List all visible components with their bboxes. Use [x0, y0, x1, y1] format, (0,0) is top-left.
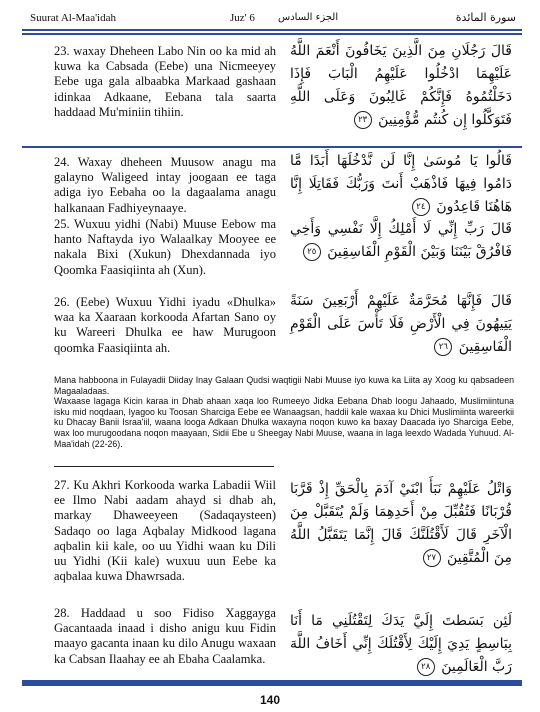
ayah-number-marker: ٢٦ — [434, 338, 452, 356]
note-divider — [54, 466, 274, 467]
surah-title-latin: Suurat Al-Maa'idah — [30, 12, 116, 24]
verse-25-arabic — [290, 218, 512, 264]
verse-divider — [22, 146, 522, 148]
verse-24-arabic — [290, 150, 512, 219]
arabic-text: قَالُوا يَا مُوسَىٰ إِنَّا لَن نَّدْخُلَهَا أَبَدًا مَّا دَامُوا فِيهَا فَاذْهَبْ أَنتَ وَرَبُّكَ فَقَاتِلَا إِنَّا هَاهُنَا قَاعِدُونَ — [290, 153, 512, 215]
arabic-text: قَالَ فَإِنَّهَا مُحَرَّمَةٌ عَلَيْهِمْ أَرْبَعِينَ سَنَةً يَتِيهُونَ فِي الْأَرْضِ فَلَا تَأْسَ عَلَى الْقَوْمِ الْفَاسِقِينَ — [290, 293, 512, 355]
page-header — [30, 10, 516, 26]
verse-27-translation: 27. Ku Akhri Korkooda warka Labadii Wiil ee Ilmo Nabi aadam ahayd si dhab ah, markay Dhaweeyeen (Sadaqaysteen) Sadaqo oo laga Aqbalay Midkood lagana aqbalin kii kale, oo uu Yidhi waan ku Dili uu Yidhi (Kii kale) wuxuu uun Eebe ka aqbalaa kuwa Dhawrsada. — [54, 478, 276, 584]
verse-24-translation: 24. Waxay dheheen Muusow anagu ma galayno Waligeed intay joogaan ee taga adiga iyo Eebaha oo la dagaalama anagu halkanaan Fadhiyeynaaye. — [54, 155, 276, 215]
verse-26-translation: 26. (Eebe) Wuxuu Yidhi iyadu «Dhulka» waa ka Xaaraan korkooda Afartan Sano oy ku Wareeri Dhulka ee haw Murugoon qoomka Faasiqiinta ah. — [54, 295, 276, 355]
arabic-text: قَالَ رَبِّ إِنِّي لَا أَمْلِكُ إِلَّا نَفْسِي وَأَخِي فَافْرُقْ بَيْنَنَا وَبَيْنَ الْقَوْمِ الْفَاسِقِينَ — [290, 221, 512, 260]
verse-25-translation: 25. Wuxuu yidhi (Nabi) Muuse Eebow ma hanto Naftayda iyo Walaalkay Mooyee ee nakala Bixi (Xukun) Dhexdannada iyo Qoomka Faasiqiinta ah (Xun). — [54, 217, 276, 277]
commentary-note — [54, 375, 514, 449]
verse-28-arabic — [290, 610, 512, 679]
ayah-number-marker: ٢٧ — [423, 549, 441, 567]
footer-rule — [22, 680, 522, 686]
verse-28-translation: 28. Haddaad u soo Fidiso Xaggayga Gacantaada inaad i disho anigu kuu Fidin maayo gacanta inaan ku dilo Anugu waxaan ka Cabsan Ilaahay ee ah Ebaha Caalamka. — [54, 606, 276, 666]
header-rule-2 — [22, 33, 522, 35]
verse-23-arabic — [290, 40, 512, 132]
header-rule — [22, 29, 522, 31]
page-number: 140 — [259, 693, 281, 707]
surah-title-arabic: سورة المائدة — [455, 11, 516, 24]
commentary-line-2: Waxaase lagaga Kicin karaa in Dhab ahaan xaqa loo Rumeeyo Jidka Eebana Dhab loogu Jahaado, Muslimiintuna isku mid noqdaan, Iyagoo ku Toosan Sharciga Eebe ee Wanaagsan, haddii kale waxaa ku Dhici Muslimiinta wareerkii ku Dhacay Banii Israa'iil, waana looga Adkaan Dhulka waxayna noqon kuwo ka baxay Daacada iyo Sharciga Eebe, wax loo murugoodana noqon maayaan, Sidii Ebe u Sheegay Nabi Muuse, waana in laga leexdo Wadada Yuhuud. Al-Maa'idah (22-26). — [54, 396, 514, 449]
arabic-text: قَالَ رَجُلَانِ مِنَ الَّذِينَ يَخَافُونَ أَنْعَمَ اللَّهُ عَلَيْهِمَا ادْخُلُوا عَلَيْهِمُ الْبَابَ فَإِذَا دَخَلْتُمُوهُ فَإِنَّكُمْ غَالِبُونَ وَعَلَى اللَّهِ فَتَوَكَّلُوا إِن كُنتُم مُّؤْمِنِينَ — [290, 43, 512, 128]
verse-27-arabic — [290, 478, 512, 570]
arabic-text: وَاتْلُ عَلَيْهِمْ نَبَأَ ابْنَيْ آدَمَ بِالْحَقِّ إِذْ قَرَّبَا قُرْبَانًا فَتُقُبِّلَ مِنْ أَحَدِهِمَا وَلَمْ يُتَقَبَّلْ مِنَ الْآخَرِ قَالَ لَأَقْتُلَنَّكَ قَالَ إِنَّمَا يَتَقَبَّلُ اللَّهُ مِنَ الْمُتَّقِينَ — [290, 481, 512, 566]
ayah-number-marker: ٢٥ — [303, 243, 321, 261]
commentary-line-1: Mana habboona in Fulayadii Diiday Inay Galaan Qudsi waqtigii Nabi Muuse iyo kuwa ka Liita ay Xoog ku qabsadeen Magaaladaas. — [54, 375, 514, 396]
juz-label: Juz' 6 — [230, 12, 255, 24]
arabic-text: لَئِن بَسَطتَ إِلَيَّ يَدَكَ لِتَقْتُلَنِي مَا أَنَا بِبَاسِطٍ يَدِيَ إِلَيْكَ لِأَقْتُلَكَ إِنِّي أَخَافُ اللَّهَ رَبَّ الْعَالَمِينَ — [290, 613, 512, 675]
ayah-number-marker: ٢٨ — [417, 658, 435, 676]
juz-label-arabic: الجزء السادس — [278, 12, 339, 23]
verse-23-translation: 23. waxay Dheheen Labo Nin oo ka mid ah kuwa ka Cabsada (Eebe) una Nicmeeyey Eebe uga gala albaabka Markaad gashaan idinkaa Adkaane, Eebana tala saarta haddaad Mu'miniin tihiin. — [54, 44, 276, 119]
ayah-number-marker: ٢٣ — [354, 111, 372, 129]
verse-26-arabic — [290, 290, 512, 359]
ayah-number-marker: ٢٤ — [412, 198, 430, 216]
